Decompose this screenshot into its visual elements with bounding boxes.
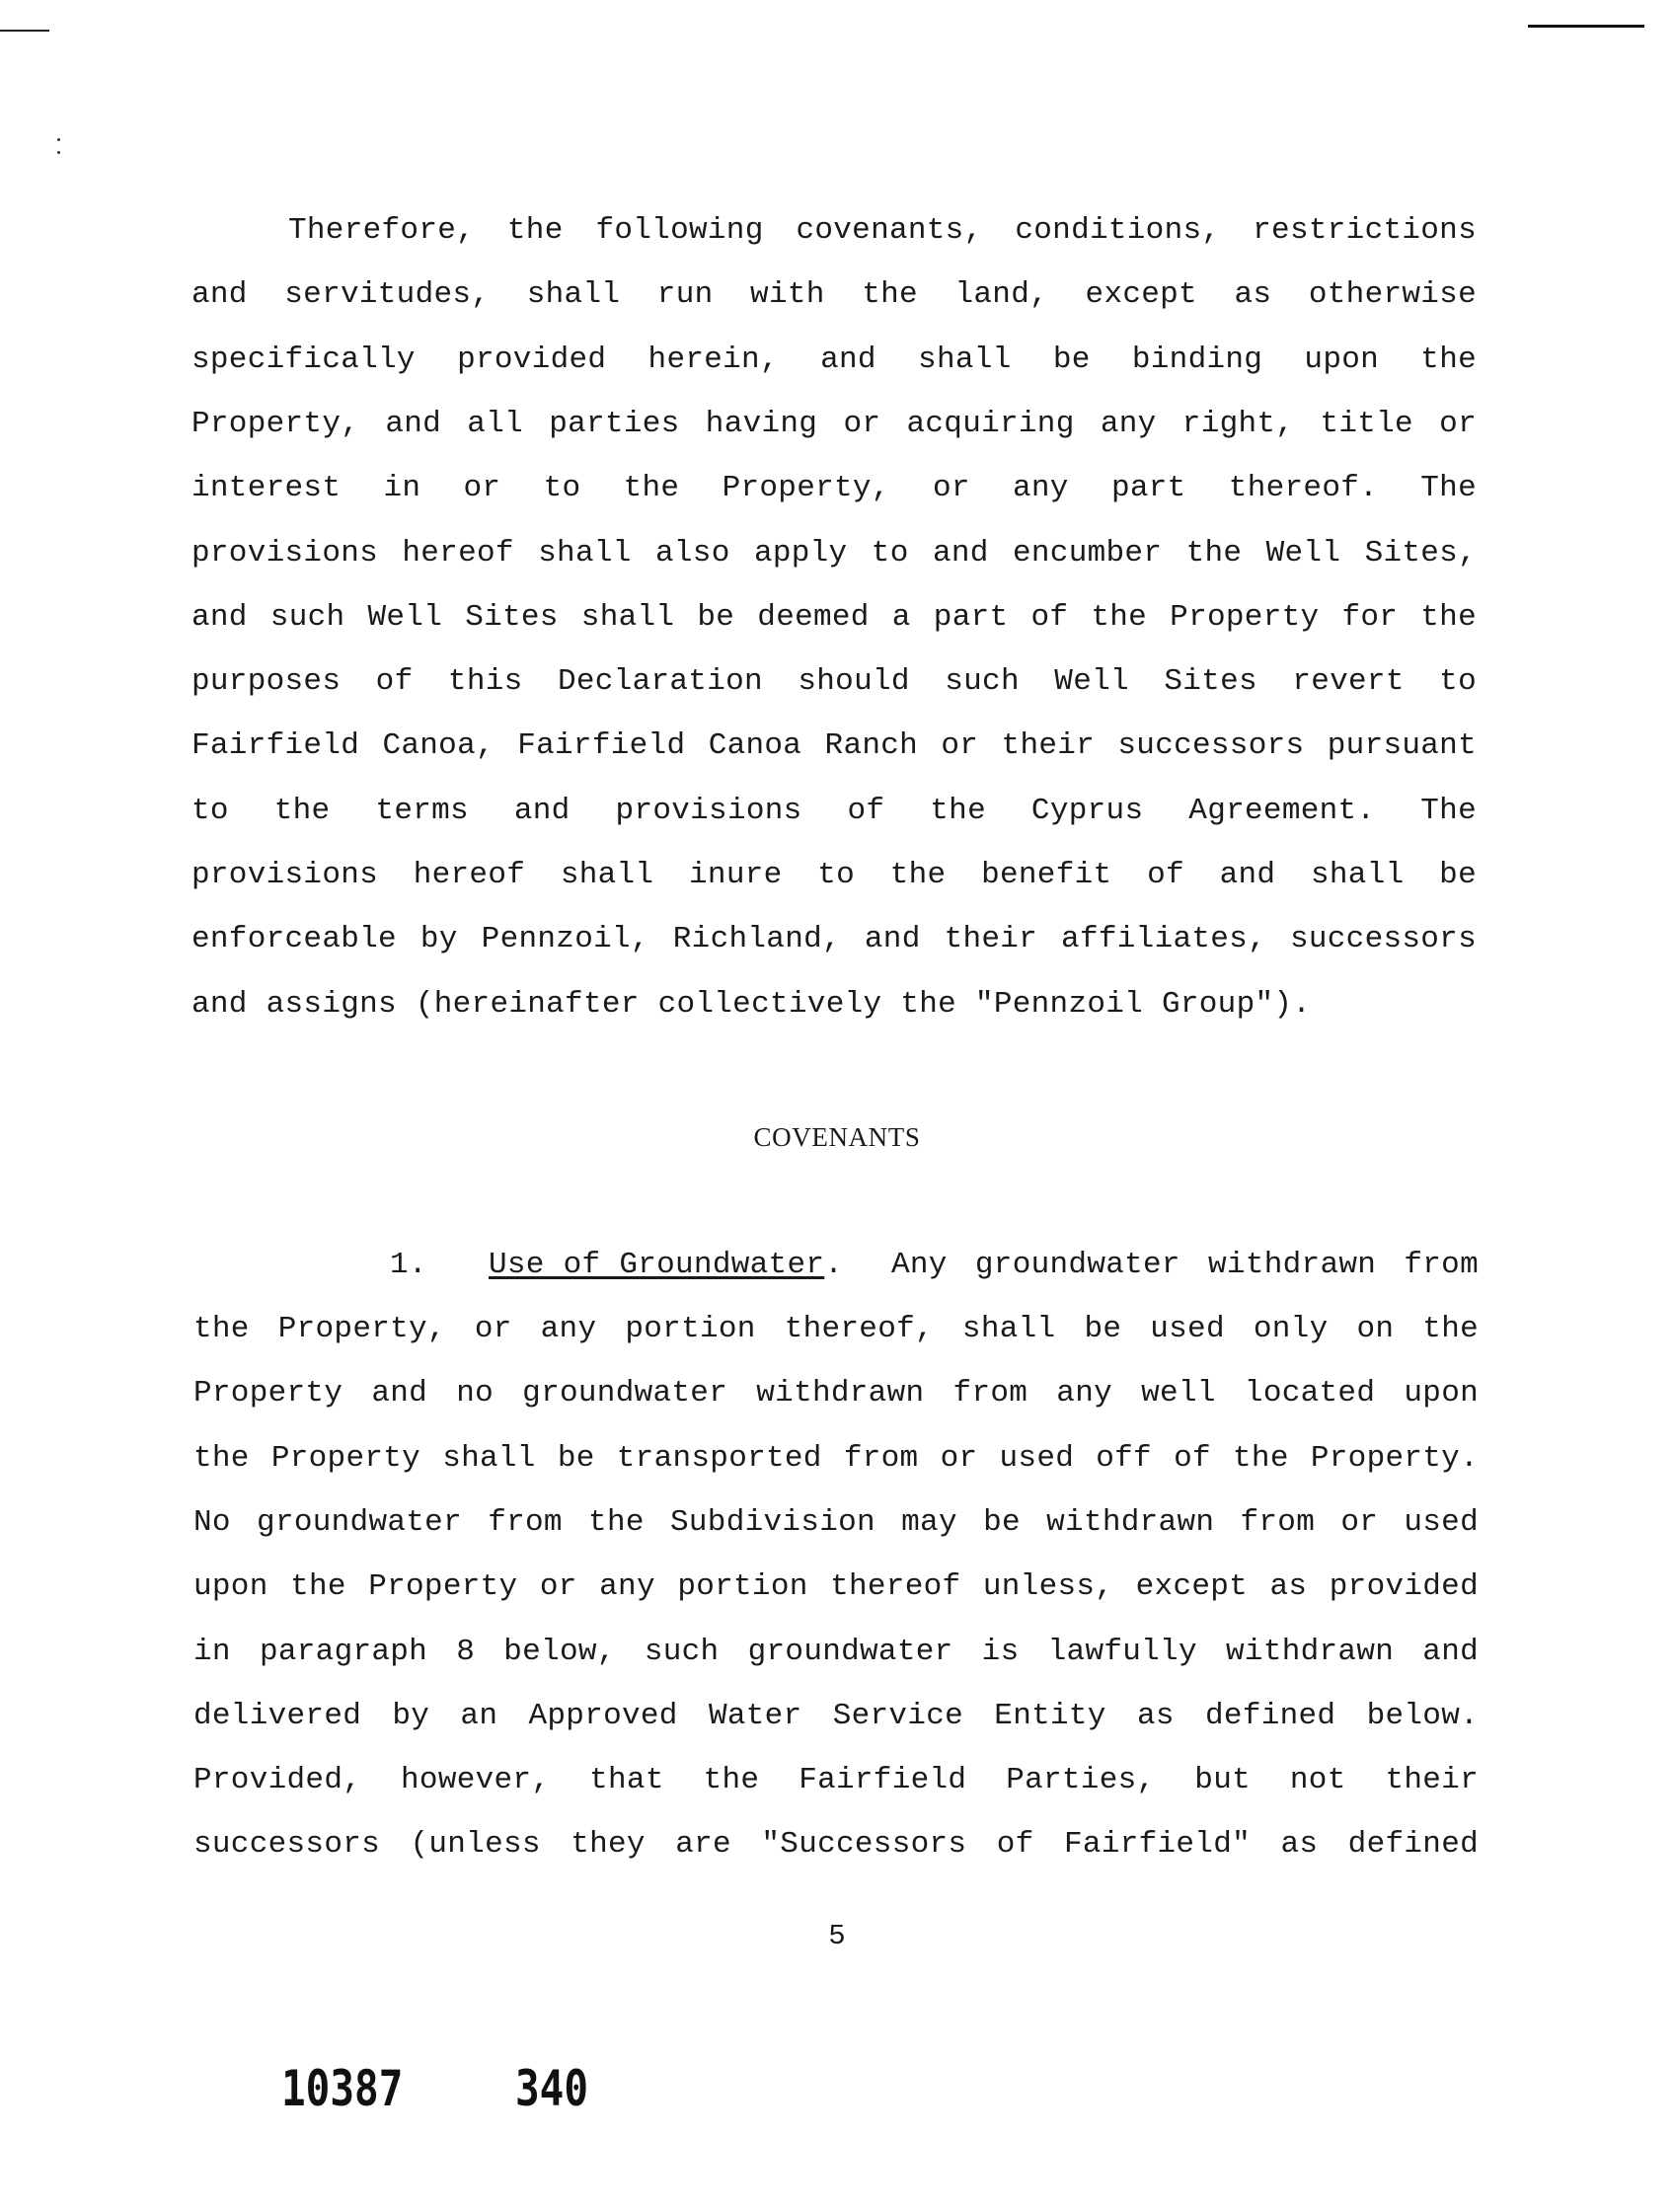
scan-edge-mark [0,30,49,32]
paragraph-line: specifically provided herein, and shall be binding upon the [191,343,1477,377]
covenant-title: Use of Groundwater [489,1248,825,1282]
paragraph-line: the Property, or any portion thereof, shall be used only on the [193,1312,1479,1346]
paragraph-line: provisions hereof shall inure to the benefit of and shall be [191,858,1477,892]
paragraph-line: Therefore, the following covenants, conditions, restrictions [288,213,1477,248]
covenant-1-first-line: 1. Use of Groundwater. Any groundwater withdrawn from [390,1246,1479,1285]
paragraph-line: purposes of this Declaration should such Well Sites revert to [191,664,1477,699]
scan-speck [57,151,60,154]
paragraph-line: Property and no groundwater withdrawn from any well located upon [193,1376,1479,1411]
recording-stamp-book: 10387 [281,2060,404,2117]
paragraph-line: successors (unless they are "Successors of Fairfield" as defined [193,1827,1479,1862]
covenant-number: 1. [390,1248,427,1282]
paragraph-line: provisions hereof shall also apply to and encumber the Well Sites, [191,536,1477,571]
paragraph-line: and such Well Sites shall be deemed a part of the Property for the [191,600,1477,635]
paragraph-line: upon the Property or any portion thereof unless, except as provided [193,1569,1479,1604]
paragraph-line: Fairfield Canoa, Fairfield Canoa Ranch or their successors pursuant [191,728,1477,763]
scan-speck [57,138,60,141]
paragraph-line: Provided, however, that the Fairfield Parties, but not their [193,1763,1479,1797]
page-number: 5 [828,1920,846,1952]
paragraph-line: No groundwater from the Subdivision may be withdrawn from or used [193,1505,1479,1540]
section-heading-covenants: COVENANTS [753,1122,921,1152]
recording-stamp-page: 340 [515,2060,589,2117]
paragraph-line: to the terms and provisions of the Cyprus Agreement. The [191,794,1477,828]
paragraph-line: in paragraph 8 below, such groundwater is lawfully withdrawn and [193,1635,1479,1669]
covenant-1-first-line-text: Any groundwater withdrawn from [891,1248,1479,1282]
paragraph-line: interest in or to the Property, or any part thereof. The [191,471,1477,505]
paragraph-line: and servitudes, shall run with the land, except as otherwise [191,277,1477,312]
paragraph-line: enforceable by Pennzoil, Richland, and their affiliates, successors [191,922,1477,956]
paragraph-line: delivered by an Approved Water Service Entity as defined below. [193,1699,1479,1733]
paragraph-line: the Property shall be transported from or used off of the Property. [193,1441,1479,1476]
scan-edge-mark [1528,25,1644,28]
paragraph-line: Property, and all parties having or acquiring any right, title or [191,407,1477,441]
paragraph-line: and assigns (hereinafter collectively the "Pennzoil Group"). [191,987,1312,1022]
